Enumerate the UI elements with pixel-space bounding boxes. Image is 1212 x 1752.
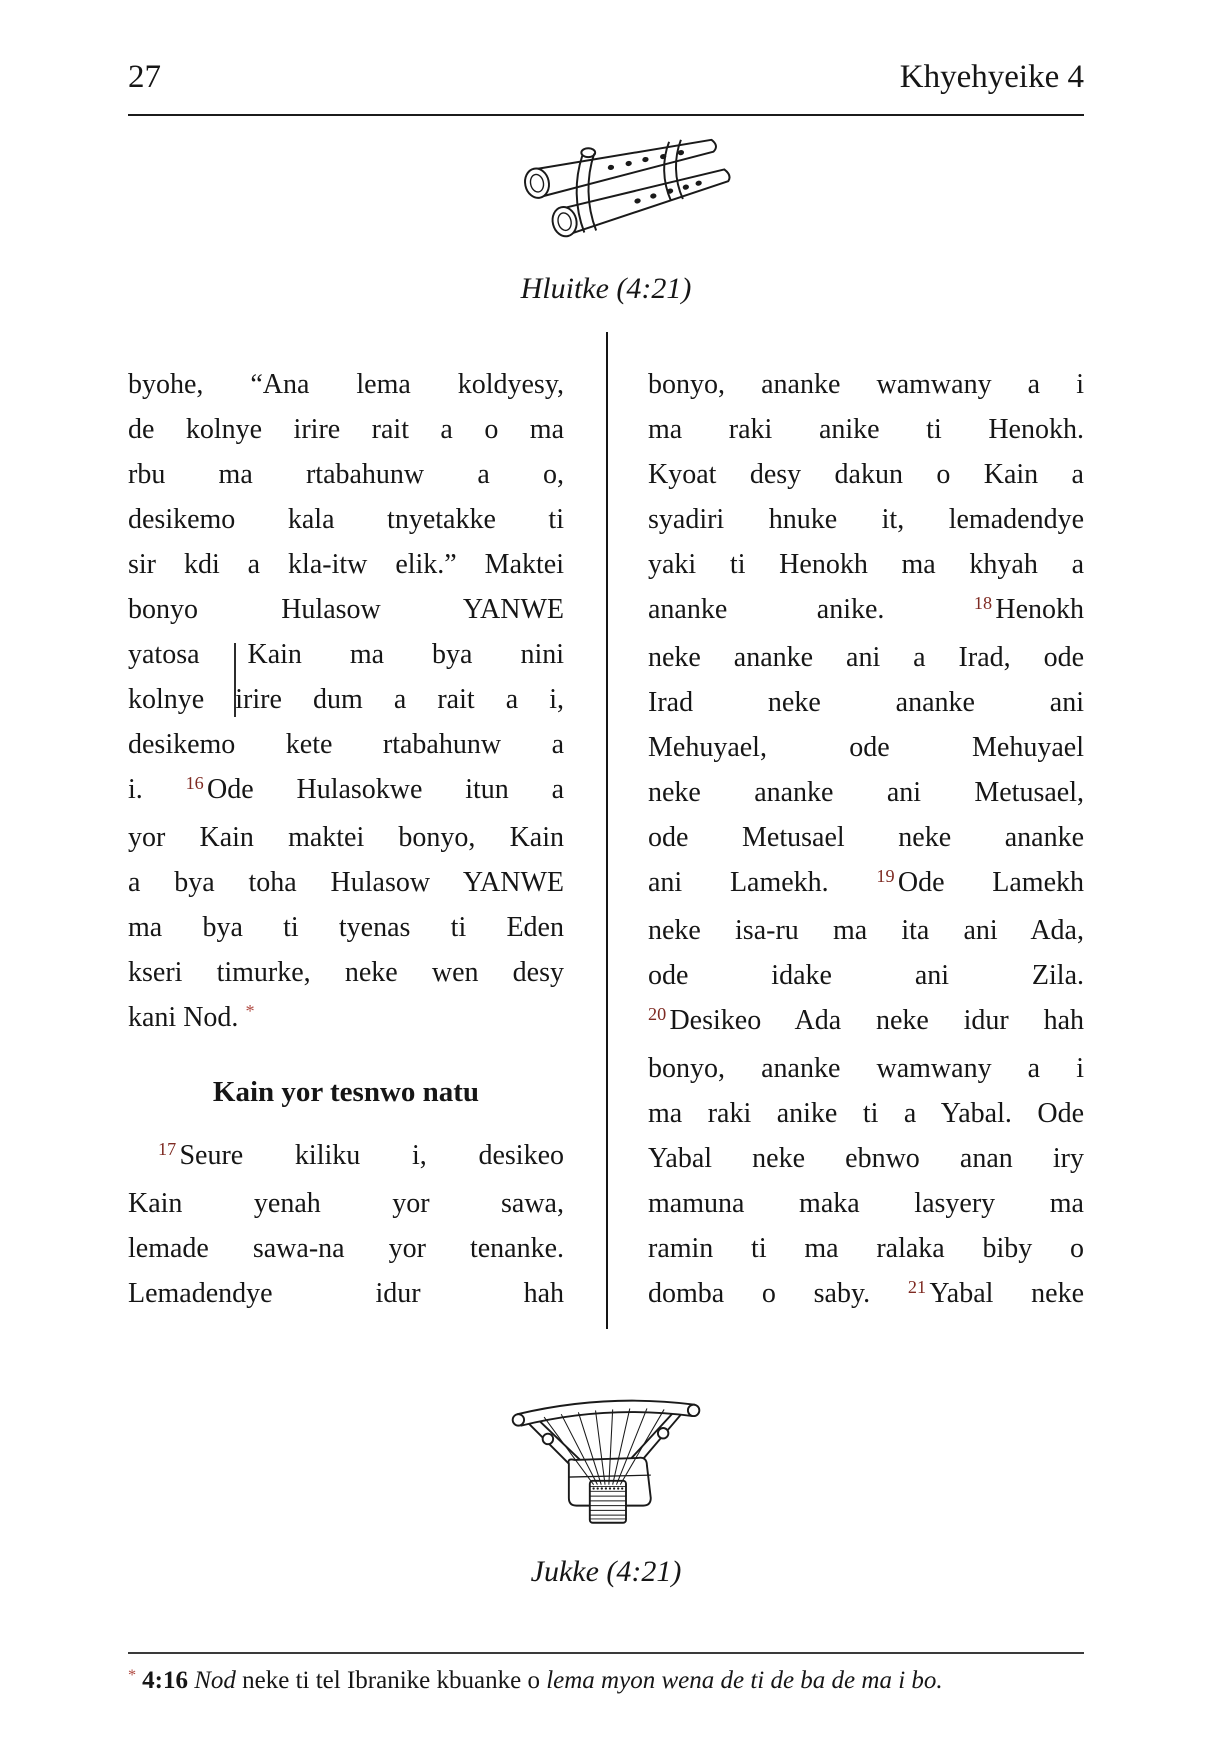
bold-text: 4:16 [142,1667,188,1694]
verse-line: Mehuyael, ode Mehuyael [648,732,1084,763]
text-columns [128,362,1084,1319]
footnote: * 4:16 Nod neke ti tel Ibranike kbuanke o lema myon wena de ti de ba de ma i bo. [128,1665,943,1694]
double-flute-illustration [466,128,746,266]
verse-number: 19 [876,865,895,886]
footnote-area [128,1652,1084,1700]
lyre-figure [168,1379,1044,1593]
flute-figure [168,128,1044,310]
verse-line: rbu ma rtabahunw a o, [128,459,564,490]
verse-line: domba o saby. $^{21}$ Yabal neke [648,1276,1084,1309]
verse-line: kseri timurke, neke wen desy [128,957,564,988]
verse-line: yor Kain maktei bonyo, Kain [128,822,564,853]
verse-line: kani Nod. * [128,1000,255,1033]
verse-line: neke ananke ani a Irad, ode [648,642,1084,673]
verse-line: Lemadendye idur hah [128,1278,564,1309]
verse-line: Irad neke ananke ani [648,687,1084,718]
verse-line: Kyoat desy dakun o Kain a [648,459,1084,490]
verse-line: de kolnye irire rait a o ma [128,414,564,445]
section-heading: Kain yor tesnwo natu [212,1076,480,1108]
verse-line: ananke anike. $^{18}$ Henokh [648,592,1084,625]
page-number: 27 [128,59,161,95]
verse-number: 21 [907,1276,927,1297]
verse-line: ode idake ani Zila. [648,960,1084,991]
verse-line: neke isa-ru ma ita ani Ada, [648,915,1084,946]
page-header [128,56,1084,116]
verse-line: a bya toha Hulasow YANWE [128,867,564,898]
verse-line: bonyo Hulasow YANWE [128,594,564,625]
chapter-title: Khyehyeike 4 [899,59,1084,95]
left-column [128,362,564,1319]
lyre-frame [513,1401,700,1523]
verse-line: lemade sawa-na yor tenanke. [128,1233,564,1264]
italic-text: Nod [194,1667,236,1694]
verse-number: 17 [158,1138,177,1159]
footnote-marker: * [128,1665,137,1684]
verse-line: Kain yenah yor sawa, [128,1188,564,1219]
verse-line: syadiri hnuke it, lemadendye [648,504,1084,535]
verse-line: ma raki anike ti a Yabal. Ode [648,1098,1084,1129]
verse-line: yaki ti Henokh ma khyah a [648,549,1084,580]
footnote-marker: * [245,1000,255,1021]
verse-line: kolnye irire dum a rait a i, [128,684,564,715]
italic-text: lema myon wena de ti de ba de ma i bo. [546,1667,943,1694]
verse-line: i. $^{16}$ Ode Hulasokwe itun a [128,772,565,805]
verse-line: byohe, “Ana lema koldyesy, [128,369,564,400]
verse-number: 20 [648,1003,667,1024]
verse-number: 16 [185,772,204,793]
lyre-caption: Jukke (4:21) [530,1555,682,1588]
verse-line: ma raki anike ti Henokh. [648,414,1084,445]
verse-line: sir kdi a kla-itw elik.” Maktei [128,549,564,580]
verse-line: desikemo kala tnyetakke ti [128,504,564,535]
verse-line: mamuna maka lasyery ma [648,1188,1084,1219]
right-column [648,362,1084,1319]
flute-pipes [522,140,729,239]
verse-line: bonyo, ananke wamwany a i [648,1053,1084,1084]
verse-line: ma bya ti tyenas ti Eden [128,912,564,943]
lyre-illustration [506,1379,706,1537]
verse-line: Yabal neke ebnwo anan iry [648,1143,1084,1174]
verse-line: desikemo kete rtabahunw a [128,729,564,760]
verse-number: 18 [973,592,993,613]
verse-line: bonyo, ananke wamwany a i [648,369,1084,400]
verse-line: $^{20}$ Desikeo Ada neke idur hah [648,1003,1084,1036]
verse-line: yatosa Kain ma bya nini [128,639,564,670]
flute-caption: Hluitke (4:21) [520,272,692,305]
verse-line: ani Lamekh. $^{19}$ Ode Lamekh [648,865,1084,898]
verse-line: ode Metusael neke ananke [648,822,1084,853]
verse-line: $^{17}$ Seure kiliku i, desikeo [158,1138,564,1171]
verse-line: neke ananke ani Metusael, [648,777,1084,808]
verse-line: ramin ti ma ralaka biby o [648,1233,1084,1264]
column-divider [606,332,608,1329]
